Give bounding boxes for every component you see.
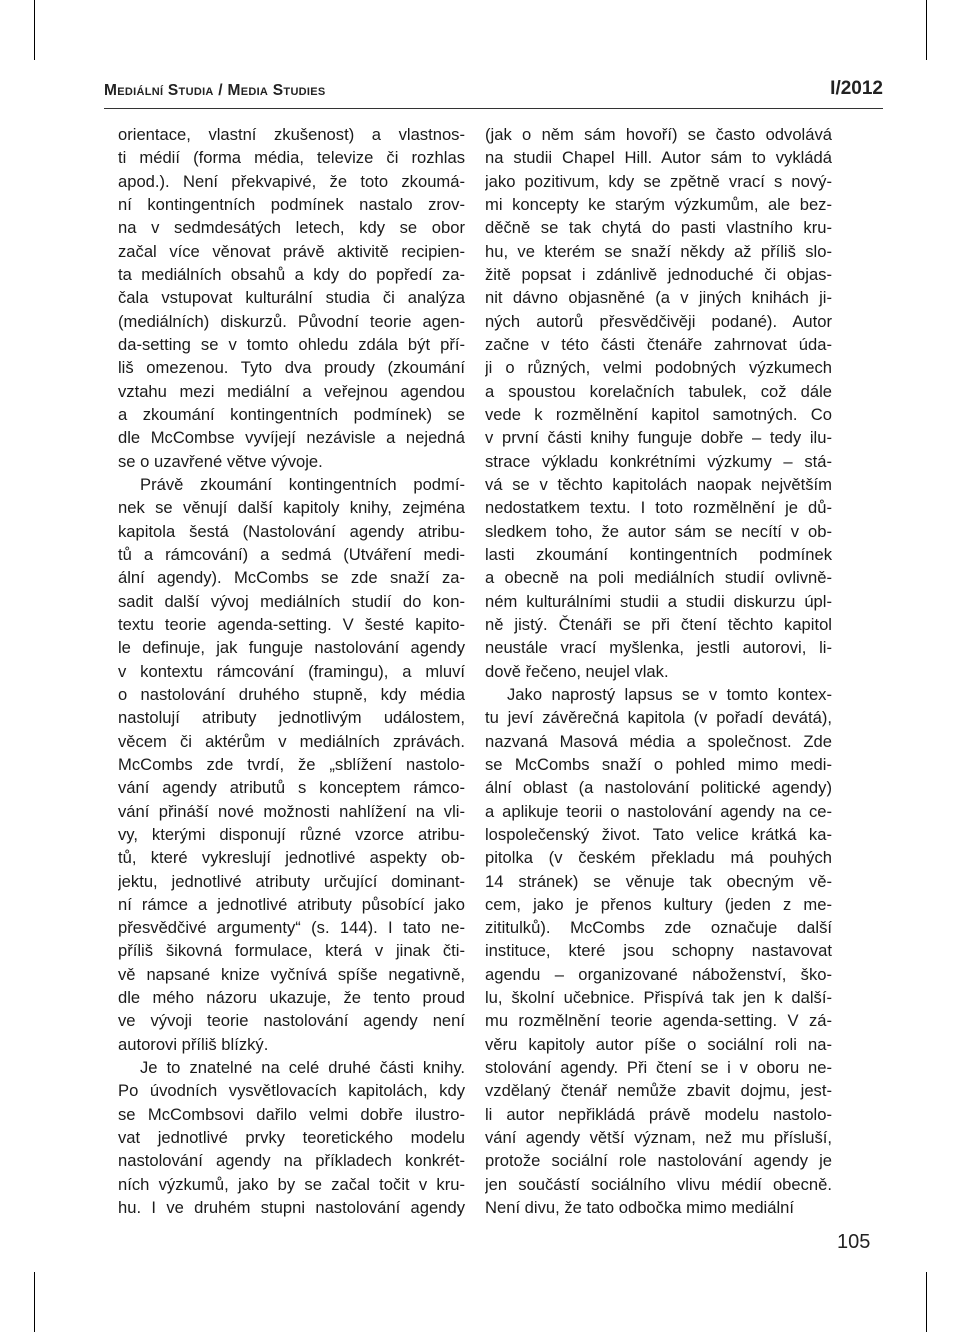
text-line: lospolečenský život. Tato velice krátká ka-	[485, 824, 832, 844]
text-line: ální agendy). McCombs se zde snaží za-	[118, 568, 465, 588]
text-line: tu jeví závěrečná kapitola (v pořadí devátá),	[485, 708, 832, 728]
text-line: čala vstupovat kulturální studia či analýza	[118, 288, 465, 308]
text-line: dově řečeno, neujel vlak.	[485, 661, 669, 681]
text-line: dle mého názoru ukazuje, že tento proud	[118, 988, 465, 1008]
text-line: apod.). Není překvapivé, že toto zkoumá-	[118, 171, 465, 191]
text-line: nek se věnují další kapitoly knihy, zejména	[118, 498, 465, 518]
text-line: vání přináší nové možnosti nahlížení na vli-	[118, 801, 465, 821]
text-line: jen součástí sociálního vlivu médií obecně.	[485, 1174, 832, 1194]
text-line: Není divu, že tato odbočka mimo mediální	[485, 1198, 794, 1218]
text-line: v kontextu rámcování (framingu), a mluví	[118, 661, 465, 681]
crop-mark-bottom-right	[926, 1272, 927, 1332]
text-line: zititulků). McCombs zde označuje další	[485, 918, 832, 938]
text-line: lasti zkoumání kontingentních podmínek	[485, 544, 832, 564]
text-line: a spoustou korelačních tabulek, což dále	[485, 381, 832, 401]
text-line: nit dávno objasněné (a v jiných knihách ji-	[485, 288, 832, 308]
text-line: vání agendy atributů s konceptem rámco-	[118, 778, 465, 798]
text-line: ních výzkumů, jako by se začal točit v kru-	[118, 1174, 465, 1194]
text-line: stolování agendy. Při čtení se i v oboru ne-	[485, 1058, 832, 1078]
text-line: ální oblast (a nastolování politické agendy)	[485, 778, 832, 798]
text-line: 14 stránek) se věnuje tak obecným vě-	[485, 871, 832, 891]
header-rule	[104, 108, 883, 109]
text-line: vá se v těchto kapitolách naopak největším	[485, 474, 832, 494]
text-line: nastolování agendy na příkladech konkrét-	[118, 1151, 465, 1171]
text-line: o nastolování druhého stupně, kdy média	[118, 684, 465, 704]
text-line: orientace, vlastní zkušenost) a vlastnos-	[118, 125, 465, 144]
text-line: hu. I ve druhém stupni nastolování agendy	[118, 1198, 465, 1218]
text-line: mu rozmělnění teorie agenda-setting. V zá-	[485, 1011, 832, 1031]
text-line: vede k rozmělnění kapitol samotných. Co	[485, 404, 832, 424]
text-line: autorovi příliš blízký.	[118, 1034, 269, 1054]
text-line: hu, ve kterém se snaží někdy až příliš slo-	[485, 241, 832, 261]
text-line: ta mediálních obsahů a kdy do popředí za-	[118, 264, 465, 284]
text-line: tů, které vykreslují jednotlivé aspekty ob-	[118, 848, 465, 868]
text-line: nastolují atributy jednotlivým událostem,	[118, 708, 465, 728]
crop-mark-top-left	[34, 0, 35, 60]
text-line: přesvědčivé argumenty“ (s. 144). I tato ne-	[118, 918, 465, 938]
text-line: McCombs zde tvrdí, že „sblížení nastolo-	[118, 754, 465, 774]
text-line: Jako naprostý lapsus se v tomto kontex-	[507, 684, 832, 704]
text-line: a obecně na poli mediálních studií ovlivně-	[485, 568, 832, 588]
text-line: ně jistý. Čtenáři se při čtení těchto kapitol	[485, 614, 832, 634]
issue-number: I/2012	[830, 78, 883, 99]
text-line: jako pozitivum, kdy se zpětně vrací s nový-	[485, 171, 832, 191]
text-line: ji o různých, velmi podobných výzkumech	[485, 358, 832, 378]
text-line: a aplikuje teorii o nastolování agendy na ce-	[485, 801, 832, 821]
text-line: na studii Chapel Hill. Autor sám to vykládá	[485, 148, 832, 168]
text-line: ve vývoji teorie nastolování agendy není	[118, 1011, 465, 1031]
text-line: Je to znatelné na celé druhé části knihy.	[140, 1058, 465, 1078]
text-line: vání agendy větší význam, než mu přísluší,	[485, 1128, 832, 1148]
text-line: začne v této části čtenáře zahrnovat úda-	[485, 334, 832, 354]
text-line: ní rámce a jednotlivé atributy působící jako	[118, 894, 465, 914]
page-number: 105	[837, 1231, 871, 1253]
text-line: nazvaná Masová média a společnost. Zde	[485, 731, 832, 751]
text-line: jektu, jednotlivé atributy určující dominant-	[118, 871, 465, 891]
text-line: vztahu mezi mediální a veřejnou agendou	[118, 381, 465, 401]
text-line: se o uzavřené větve vývoje.	[118, 451, 323, 471]
text-line: ných autorů přesvědčivěji podané). Autor	[485, 311, 832, 331]
text-line: kapitola šestá (Nastolování agendy atribu-	[118, 521, 465, 541]
text-line: pitolka (v českém překladu má pouhých	[485, 848, 832, 868]
text-line: tů a rámcování) a sedmá (Utváření medi-	[118, 544, 465, 564]
text-line: instituce, které jsou schopny nastavovat	[485, 941, 832, 961]
text-line: věcem či aktérům v mediálních zprávách.	[118, 731, 465, 751]
text-line: textu teorie agenda-setting. V šesté kapito-	[118, 614, 465, 634]
text-line: nedostatkem textu. I toto rozmělnění je dů-	[485, 498, 832, 518]
text-line: cem, jako je přenos kultury (jeden z me-	[485, 894, 832, 914]
crop-mark-top-right	[926, 0, 927, 60]
text-line: liš omezenou. Tyto dva proudy (zkoumání	[118, 358, 465, 378]
text-line: strace výkladu konkrétními výzkumy – stá-	[485, 451, 832, 471]
text-line: ti médií (forma média, televize či rozhlas	[118, 148, 465, 168]
text-line: a zkoumání kontingentních podmínek) se	[118, 404, 465, 424]
text-line: ném kulturálními studii a studii diskurzu úpl-	[485, 591, 832, 611]
running-header	[104, 78, 883, 106]
text-line: (jak o něm sám hovoří) se často odvolává	[485, 125, 832, 144]
text-line: žitě popsat i zdánlivě jednoduché či objas-	[485, 264, 832, 284]
text-line: lu, školní učebnice. Přispívá tak jen k další-	[485, 988, 832, 1008]
text-line: vě napsané knize vyčnívá spíše negativně,	[118, 964, 465, 984]
text-line: vy, kterými disponují různé vzorce atribu-	[118, 824, 465, 844]
left-text-column	[118, 123, 465, 1219]
text-line: v první části knihy funguje dobře – tedy ilu-	[485, 428, 832, 448]
text-line: vat jednotlivé prvky teoretického modelu	[118, 1128, 465, 1148]
text-line: (mediálních) diskurzů. Původní teorie agen-	[118, 311, 465, 331]
text-line: se McCombs snaží o pohled mimo medi-	[485, 754, 832, 774]
text-line: da-setting se v tomto ohledu zdála být pří-	[118, 334, 465, 354]
text-line: neustále vrací myšlenka, jestli autorovi, li-	[485, 638, 832, 658]
right-text-column	[485, 123, 832, 1219]
text-line: Po úvodních vysvětlovacích kapitolách, kdy	[118, 1081, 465, 1101]
text-line: dle McCombse vyvíjejí nezávisle a nejedná	[118, 428, 465, 448]
text-line: le definuje, jak funguje nastolování agendy	[118, 638, 465, 658]
text-line: začal více věnovat právě aktivitě recipien-	[118, 241, 465, 261]
text-line: děčně se tak chytá do pasti vlastního kru-	[485, 218, 832, 238]
text-line: mi koncepty ke starým výzkumům, ale bez-	[485, 194, 832, 214]
text-line: příliš šikovná formulace, která v jinak čti-	[118, 941, 465, 961]
text-line: agendu – organizované náboženství, ško-	[485, 964, 832, 984]
journal-title: Mediální Studia / Media Studies	[104, 82, 326, 99]
text-line: sledkem toho, že autor sám se necítí v ob-	[485, 521, 832, 541]
text-line: věru kapitoly autor píše o sociální roli na-	[485, 1034, 832, 1054]
text-line: protože sociální role nastolování agendy je	[485, 1151, 832, 1171]
text-line: na v sedmdesátých letech, kdy se obor	[118, 218, 465, 238]
text-line: sadit další vývoj mediálních studií do kon-	[118, 591, 465, 611]
crop-mark-bottom-left	[34, 1272, 35, 1332]
text-line: ní kontingentních podmínek nastalo zrov-	[118, 194, 465, 214]
text-line: Právě zkoumání kontingentních podmí-	[140, 474, 465, 494]
text-line: li autor nepřikládá právě modelu nastolo-	[485, 1104, 832, 1124]
text-line: vzdělaný čtenář nemůže zbavit dojmu, jest-	[485, 1081, 832, 1101]
text-line: se McCombsovi dařilo velmi dobře ilustro-	[118, 1104, 465, 1124]
